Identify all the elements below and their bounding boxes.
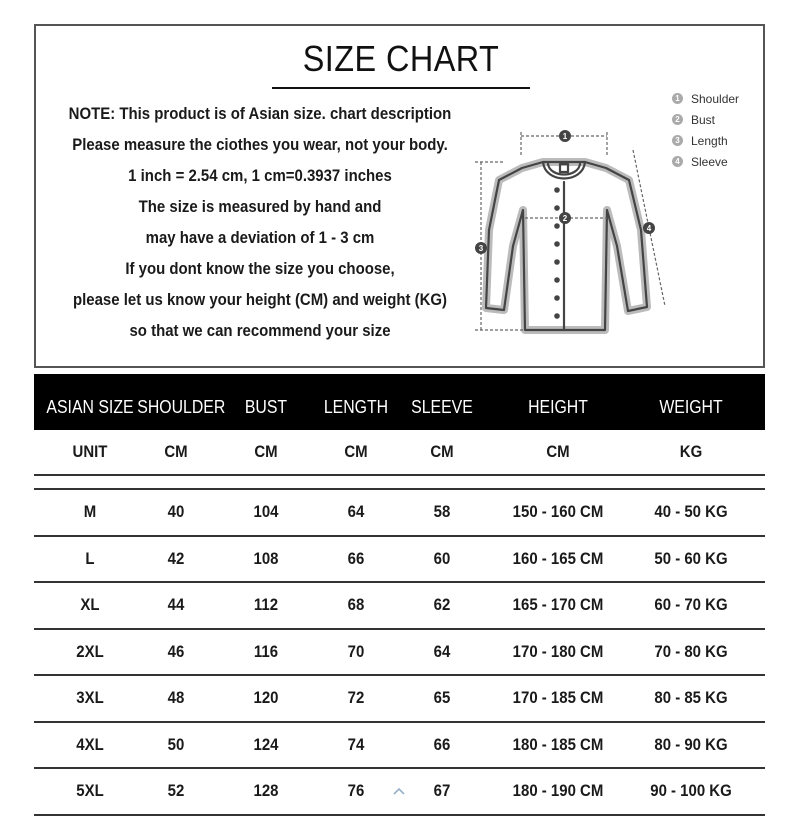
table-row: [34, 490, 765, 537]
cell-sleeve: 64: [433, 641, 451, 661]
unit-cell: UNIT: [72, 442, 108, 461]
jacket-diagram-icon: [465, 118, 675, 348]
diagram-marker-sleeve: 4: [646, 224, 652, 233]
diagram-marker-bust: 2: [562, 214, 568, 223]
cell-length: 74: [347, 734, 365, 754]
cell-shoulder: 46: [167, 641, 185, 661]
table-row: [34, 630, 765, 677]
cell-sleeve: 67: [433, 781, 451, 801]
cell-weight: 80 - 85 KG: [654, 688, 728, 708]
cell-length: 76: [347, 781, 365, 801]
cell-height: 165 - 170 CM: [512, 595, 604, 615]
diagram-marker-shoulder: 1: [562, 132, 568, 141]
unit-cell: CM: [546, 442, 570, 461]
cell-sleeve: 66: [433, 734, 451, 754]
legend-marker: 3: [672, 135, 683, 146]
cell-shoulder: 50: [167, 734, 185, 754]
cell-sleeve: 65: [433, 688, 451, 708]
table-row: [34, 537, 765, 584]
unit-row: [34, 430, 765, 476]
unit-cell: CM: [164, 442, 188, 461]
cell-height: 180 - 185 CM: [512, 734, 604, 754]
cell-weight: 90 - 100 KG: [650, 781, 732, 801]
table-body: [34, 490, 765, 816]
diagram-marker-length: 3: [478, 244, 484, 253]
cell-length: 72: [347, 688, 365, 708]
cell-length: 64: [347, 502, 365, 522]
cell-bust: 124: [253, 734, 279, 754]
header-weight: WEIGHT: [659, 397, 723, 417]
cell-size: 5XL: [76, 781, 104, 801]
cell-bust: 104: [253, 502, 279, 522]
cell-length: 66: [347, 548, 365, 568]
cell-sleeve: 62: [433, 595, 451, 615]
table-row: [34, 583, 765, 630]
cell-length: 68: [347, 595, 365, 615]
legend-label: Length: [691, 133, 728, 148]
cell-weight: 80 - 90 KG: [654, 734, 728, 754]
table-row: [34, 676, 765, 723]
cell-height: 180 - 190 CM: [512, 781, 604, 801]
header-length: LENGTH: [323, 397, 389, 417]
cell-size: XL: [80, 595, 100, 615]
note-line: Please measure the ciothes you wear, not your body.: [72, 135, 448, 154]
note-line: may have a deviation of 1 - 3 cm: [145, 228, 375, 247]
cell-height: 170 - 185 CM: [512, 688, 604, 708]
header-sleeve: SLEEVE: [411, 397, 473, 417]
header-shoulder: SHOULDER: [137, 397, 226, 417]
cell-bust: 120: [253, 688, 279, 708]
cell-height: 160 - 165 CM: [512, 548, 604, 568]
page-title: SIZE CHART: [302, 38, 500, 79]
cell-weight: 60 - 70 KG: [654, 595, 728, 615]
table-header-row: [34, 374, 765, 430]
cell-shoulder: 44: [167, 595, 185, 615]
cell-height: 170 - 180 CM: [512, 641, 604, 661]
measurement-legend: [672, 88, 739, 172]
cell-size: 4XL: [76, 734, 104, 754]
legend-marker: 4: [672, 156, 683, 167]
unit-cell: CM: [430, 442, 454, 461]
cell-size: M: [83, 502, 97, 522]
cell-length: 70: [347, 641, 365, 661]
cell-sleeve: 58: [433, 502, 451, 522]
chevron-up-icon[interactable]: [392, 786, 406, 796]
legend-marker: 2: [672, 114, 683, 125]
legend-label: Shoulder: [691, 91, 740, 106]
legend-item-sleeve: [672, 151, 739, 172]
title-underline: [272, 87, 530, 89]
cell-height: 150 - 160 CM: [512, 502, 604, 522]
cell-shoulder: 42: [167, 548, 185, 568]
legend-label: Sleeve: [691, 154, 728, 169]
cell-size: L: [85, 548, 95, 568]
note-line: please let us know your height (CM) and weight (KG): [72, 290, 448, 309]
cell-weight: 50 - 60 KG: [654, 548, 728, 568]
note-line: NOTE: This product is of Asian size. chart description: [68, 104, 452, 123]
legend-item-shoulder: [672, 88, 739, 109]
unit-cell: KG: [679, 442, 703, 461]
cell-size: 3XL: [76, 688, 104, 708]
cell-shoulder: 40: [167, 502, 185, 522]
cell-sleeve: 60: [433, 548, 451, 568]
cell-shoulder: 48: [167, 688, 185, 708]
table-divider: [34, 476, 765, 490]
note-line: 1 inch = 2.54 cm, 1 cm=0.3937 inches: [128, 166, 392, 185]
cell-bust: 116: [253, 641, 279, 661]
header-asian-size: ASIAN SIZE: [46, 397, 134, 417]
table-row: [34, 723, 765, 770]
legend-marker: 1: [672, 93, 683, 104]
cell-bust: 128: [253, 781, 279, 801]
cell-bust: 108: [253, 548, 279, 568]
cell-size: 2XL: [76, 641, 104, 661]
cell-shoulder: 52: [167, 781, 185, 801]
cell-weight: 40 - 50 KG: [654, 502, 728, 522]
note-line: If you dont know the size you choose,: [125, 259, 395, 278]
unit-cell: CM: [344, 442, 368, 461]
cell-weight: 70 - 80 KG: [654, 641, 728, 661]
legend-item-bust: [672, 109, 739, 130]
header-height: HEIGHT: [528, 397, 588, 417]
size-table: [34, 374, 765, 816]
unit-cell: CM: [254, 442, 278, 461]
legend-item-length: [672, 130, 739, 151]
note-line: The size is measured by hand and: [138, 197, 382, 216]
note-line: so that we can recommend your size: [129, 321, 391, 340]
header-bust: BUST: [244, 397, 288, 417]
legend-label: Bust: [691, 112, 716, 127]
cell-bust: 112: [253, 595, 279, 615]
